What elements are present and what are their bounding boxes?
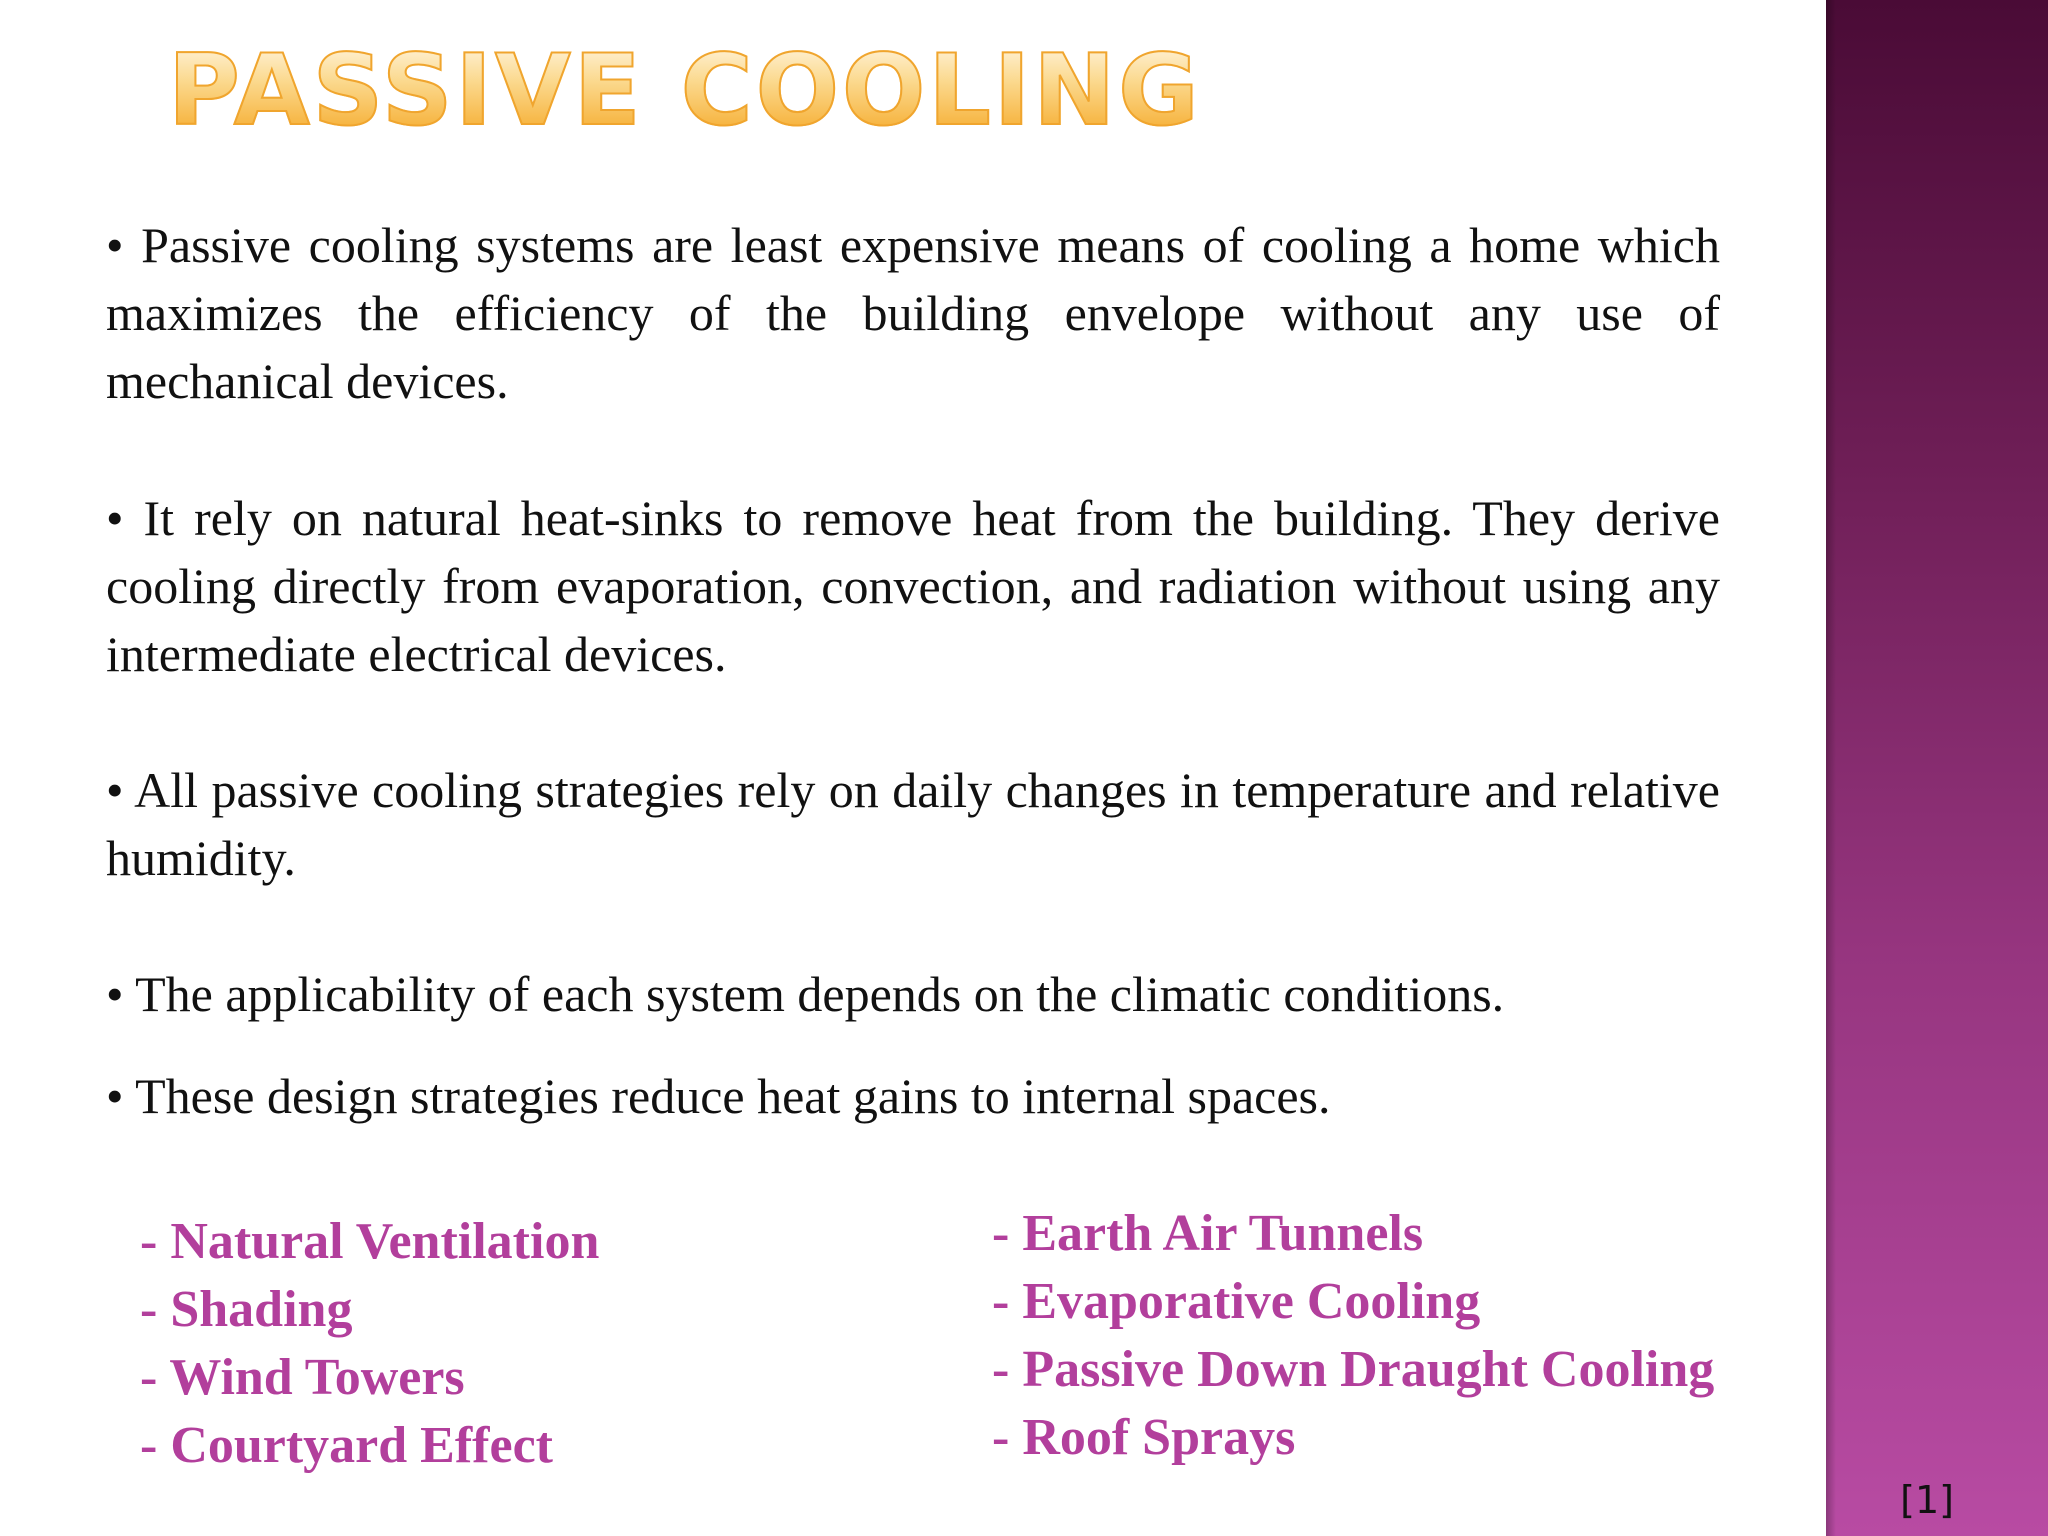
strategy-wind-towers: - Wind Towers xyxy=(140,1349,465,1406)
strategy-courtyard-effect: - Courtyard Effect xyxy=(140,1417,553,1474)
side-band-shadow xyxy=(1826,0,1836,1536)
strategy-earth-air-tunnels: - Earth Air Tunnels xyxy=(992,1205,1424,1262)
strategy-natural-ventilation: - Natural Ventilation xyxy=(140,1213,600,1270)
bullet-natural-heat-sinks: • It rely on natural heat-sinks to remove heat from the building. They derive cooling directly from evaporation, convection, and radiation without using any intermediate electrical devices. xyxy=(106,490,1720,682)
reference-marker: [1] xyxy=(1900,1478,1954,1522)
strategy-shading: - Shading xyxy=(140,1281,353,1338)
strategy-passive-down-draught-cooling: - Passive Down Draught Cooling xyxy=(992,1341,1715,1398)
strategy-roof-sprays: - Roof Sprays xyxy=(992,1409,1296,1466)
bullet-applicability: • The applicability of each system depends on the climatic conditions. xyxy=(106,966,1505,1022)
strategy-list-right xyxy=(992,1200,1714,1472)
strategy-list-left xyxy=(140,1208,599,1480)
bullet-reduce-heat-gains: • These design strategies reduce heat gains to internal spaces. xyxy=(106,1068,1331,1124)
slide-title: PASSIVE COOLING xyxy=(168,34,1202,148)
bullet-daily-changes: • All passive cooling strategies rely on daily changes in temperature and relative humidity. xyxy=(106,762,1720,886)
side-decorative-band xyxy=(1826,0,2048,1536)
strategy-evaporative-cooling: - Evaporative Cooling xyxy=(992,1273,1481,1330)
bullet-passive-cooling-definition: • Passive cooling systems are least expensive means of cooling a home which maximizes the efficiency of the building envelope without any use of mechanical devices. xyxy=(106,217,1770,409)
